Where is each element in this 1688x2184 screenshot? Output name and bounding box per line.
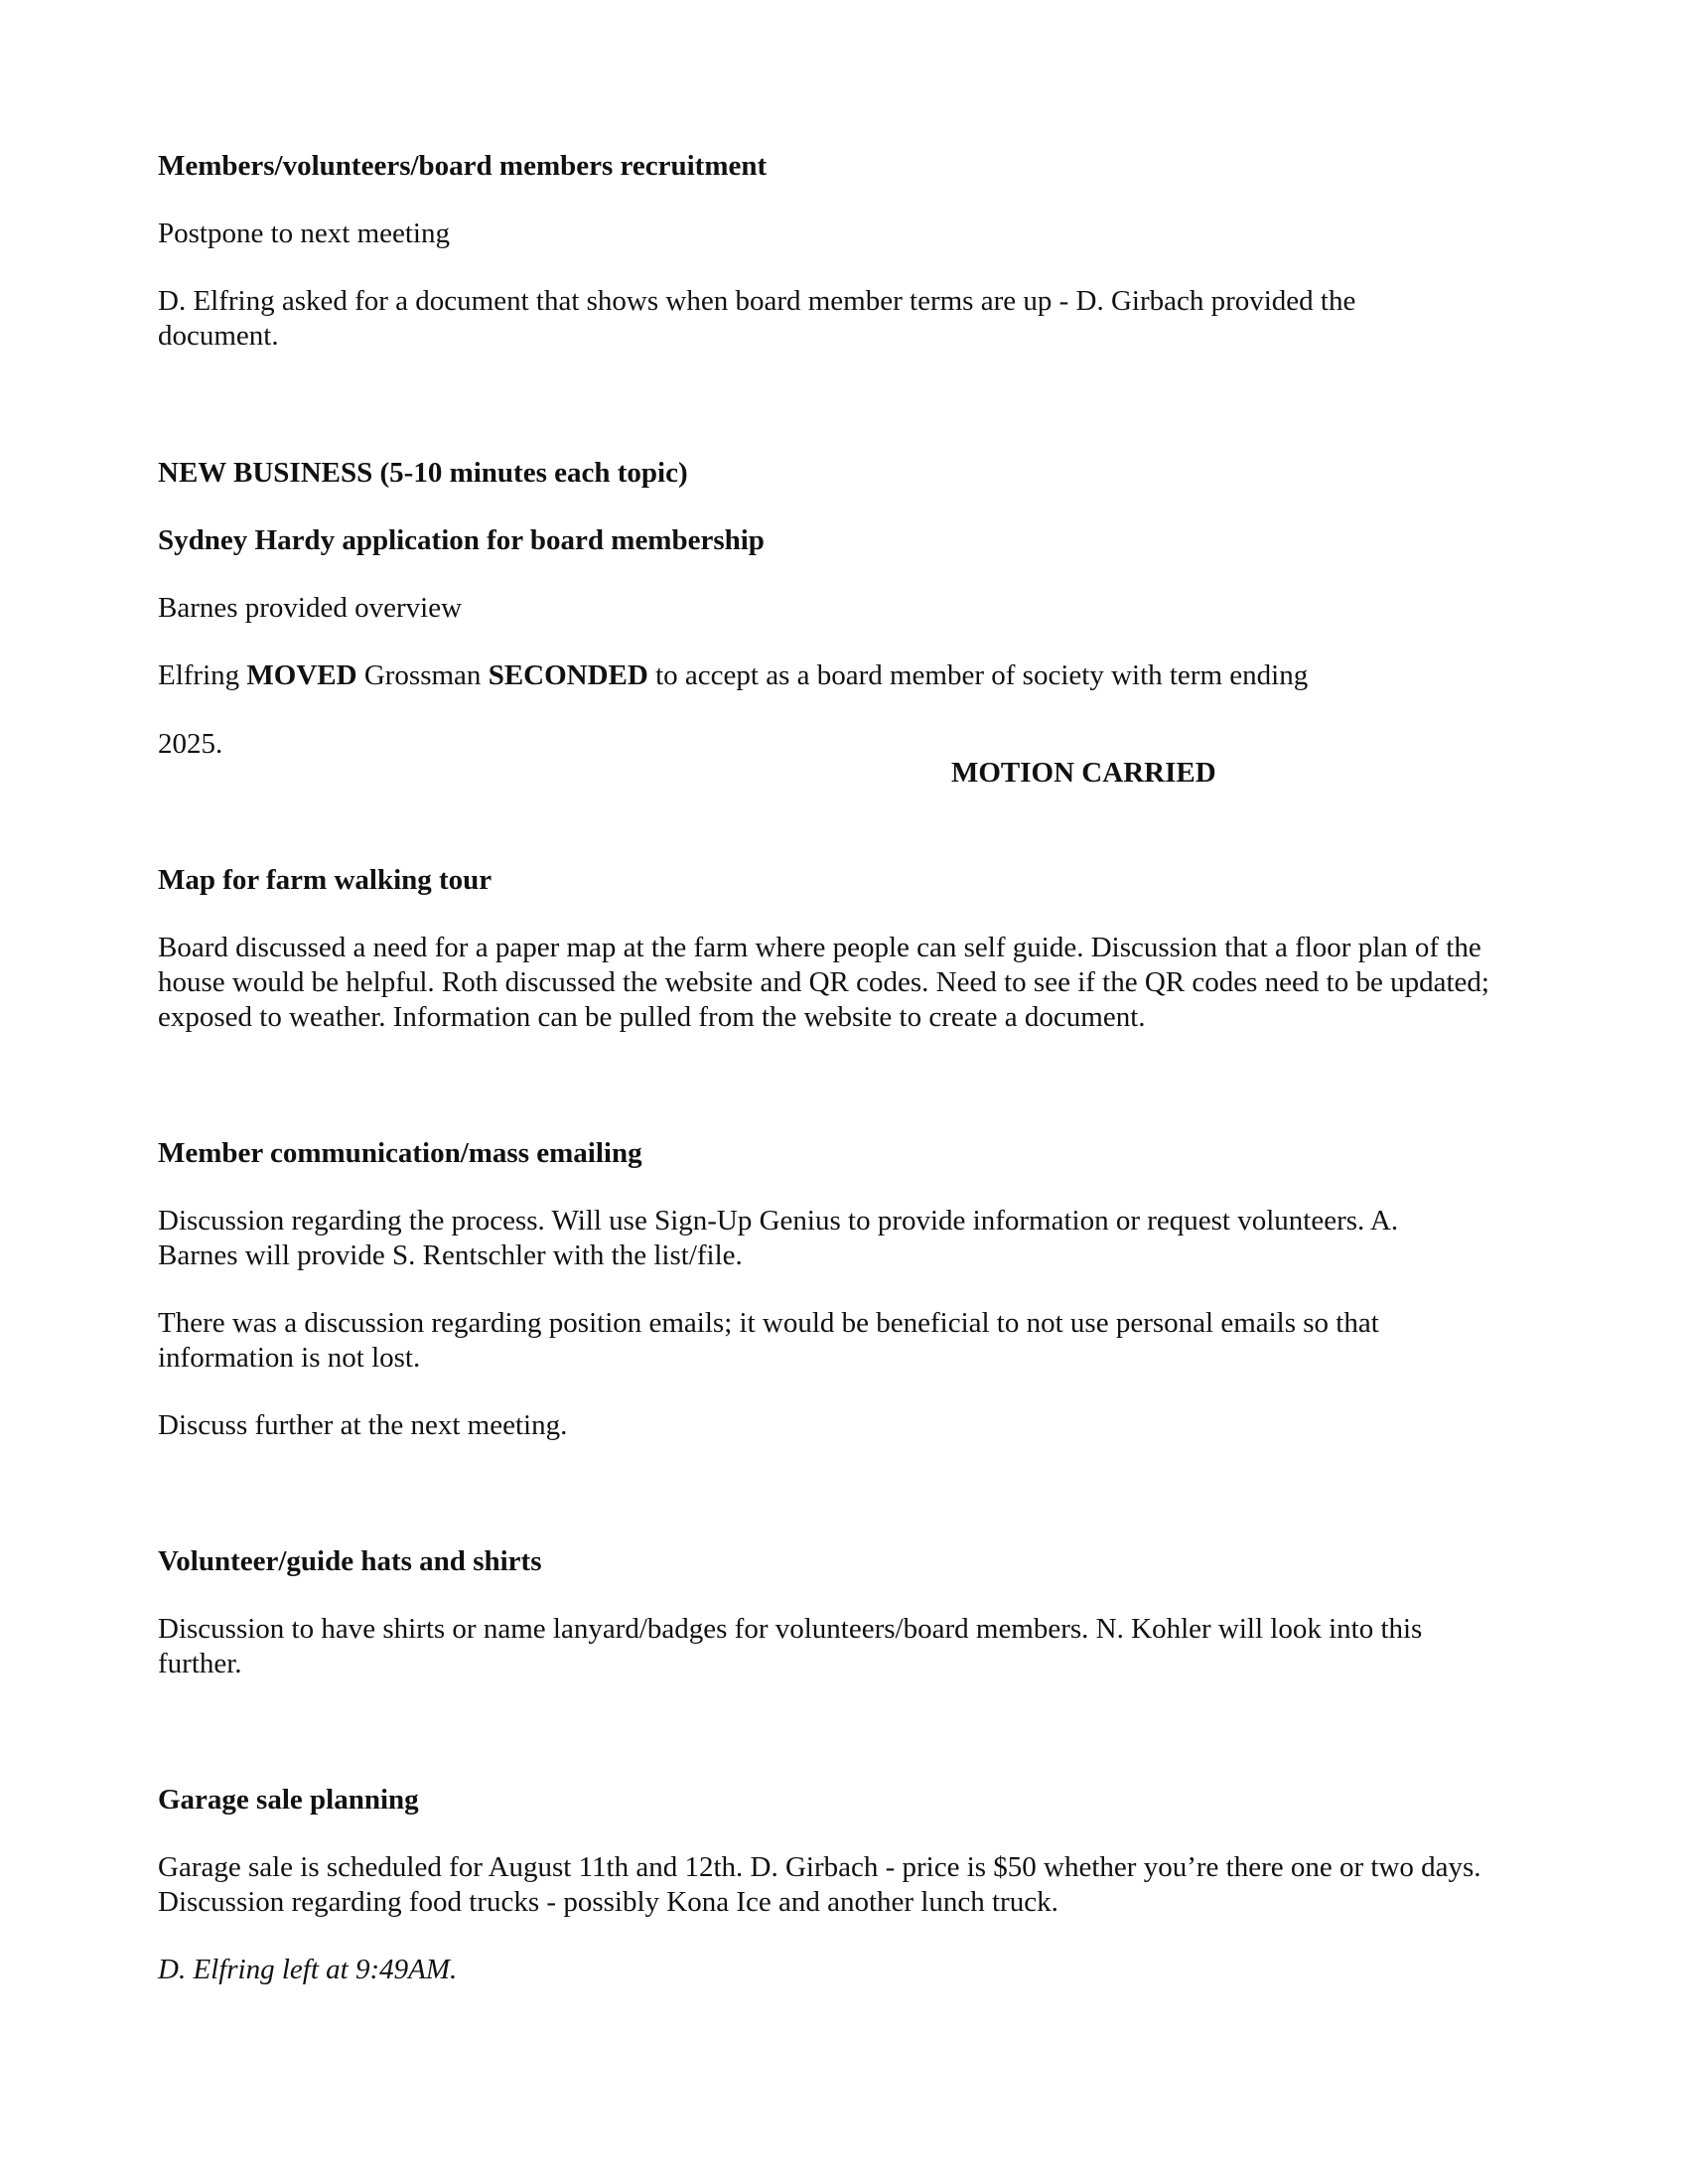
motion-seconded-label: SECONDED <box>488 659 648 691</box>
hardy-heading: Sydney Hardy application for board membership <box>158 524 765 556</box>
new-business-heading: NEW BUSINESS (5-10 minutes each topic) <box>158 457 688 489</box>
motion-seconder: Grossman <box>363 659 482 691</box>
communication-paragraph-1: Discussion regarding the process. Will use Sign-Up Genius to provide information or request volunteers. A. Barnes will provide S. Rentschler with the list/file. <box>158 1205 1399 1271</box>
motion-text: to accept as a board member of society with term ending <box>655 659 1309 691</box>
garage-heading: Garage sale planning <box>158 1784 419 1816</box>
map-heading: Map for farm walking tour <box>158 864 492 896</box>
motion-moved-label: MOVED <box>246 659 357 691</box>
communication-paragraph-3: Discuss further at the next meeting. <box>158 1409 568 1441</box>
recruitment-heading: Members/volunteers/board members recruitment <box>158 150 768 182</box>
garage-paragraph: Garage sale is scheduled for August 11th and 12th. D. Girbach - price is $50 whether you’re there one or two days. Discussion regarding food trucks - possibly Kona Ice and another lunch truck. <box>158 1851 1481 1918</box>
hats-paragraph: Discussion to have shirts or name lanyard/badges for volunteers/board members. N. Kohler will look into this further. <box>158 1613 1423 1679</box>
hats-heading: Volunteer/guide hats and shirts <box>158 1545 542 1577</box>
map-paragraph: Board discussed a need for a paper map at the farm where people can self guide. Discussion that a floor plan of the house would be helpful. Roth discussed the website and QR codes. Need to see if the QR codes need to be updated; exposed to weather. Information can be pulled from the website to create a document. <box>158 932 1489 1033</box>
hardy-overview: Barnes provided overview <box>158 592 463 624</box>
recruitment-document-note: D. Elfring asked for a document that shows when board member terms are up - D. Girbach provided the document. <box>158 285 1356 352</box>
motion-result: MOTION CARRIED <box>951 757 1216 789</box>
recruitment-postpone: Postpone to next meeting <box>158 218 450 249</box>
communication-paragraph-2: There was a discussion regarding position emails; it would be beneficial to not use personal emails so that information is not lost. <box>158 1307 1379 1374</box>
motion-mover: Elfring <box>158 659 240 691</box>
communication-heading: Member communication/mass emailing <box>158 1137 642 1169</box>
hardy-motion-line <box>158 658 1308 693</box>
elfring-departure-note: D. Elfring left at 9:49AM. <box>158 1954 458 1985</box>
motion-year: 2025. <box>158 728 223 760</box>
